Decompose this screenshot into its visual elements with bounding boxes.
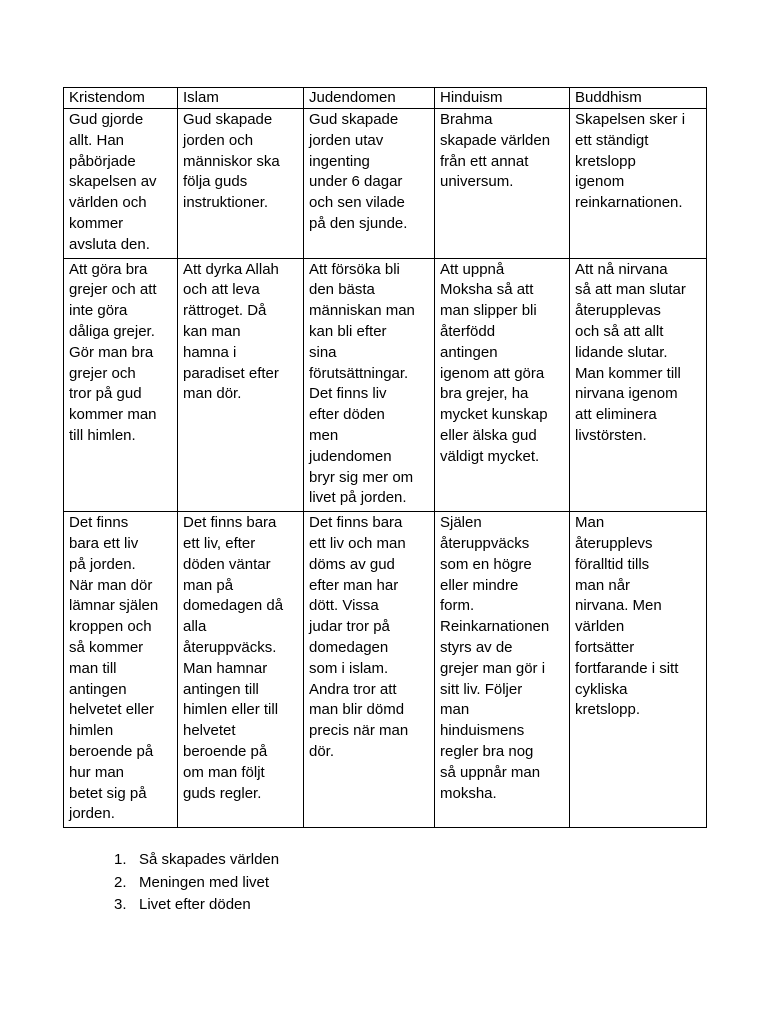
table-cell [435, 109, 570, 259]
list-number: 2. [114, 873, 127, 891]
list-label: Meningen med livet [139, 873, 270, 891]
cell-text: Att nå nirvana så att man slutar återupplevas och så att allt lidande slutar. Man kommer till nirvana igenom att eliminera livstörsten. [575, 260, 686, 444]
table-header-row [64, 88, 707, 109]
cell-text: Skapelsen sker i ett ständigt kretslopp igenom reinkarnationen. [575, 111, 686, 212]
cell-text: Man återupplevs föralltid tills man når nirvana. Men världen fortsätter fortfarande i sitt cykliska kretslopp. [575, 514, 679, 719]
table-cell [304, 109, 435, 259]
table-cell [178, 109, 304, 259]
table-cell [64, 109, 178, 259]
table-cell [570, 512, 707, 828]
list-item [114, 894, 279, 917]
table-cell [435, 512, 570, 828]
cell-text: Gud skapade jorden och människor ska följa guds instruktioner. [183, 111, 280, 212]
table-cell [178, 258, 304, 512]
table-cell [304, 512, 435, 828]
table-cell [570, 258, 707, 512]
list-item [114, 872, 279, 895]
cell-text: Att försöka bli den bästa människan man kan bli efter sina förutsättningar. Det finns liv efter döden men judendomen bryr sig mer om livet på jorden. [309, 260, 415, 507]
header-kristendom: Kristendom [64, 88, 178, 109]
list-label: Så skapades världen [139, 851, 280, 868]
cell-text: Gud gjorde allt. Han påbörjade skapelsen av världen och kommer avsluta den. [69, 111, 157, 253]
table-cell [570, 109, 707, 259]
cell-text: Det finns bara ett liv, efter döden väntar man på domedagen då alla återuppväcks. Man hamnar antingen till himlen eller till helvetet beroende på om man följt guds regler. [183, 514, 284, 802]
cell-text: Gud skapade jorden utav ingenting under 6 dagar och sen vilade på den sjunde. [309, 111, 408, 232]
table-cell [435, 258, 570, 512]
table-cell [304, 258, 435, 512]
header-judendomen: Judendomen [304, 88, 435, 109]
list-label: Livet efter döden [139, 896, 251, 913]
cell-text: Det finns bara ett liv på jorden. När man dör lämnar själen kroppen och så kommer man till antingen helvetet eller himlen beroende på hur man betet sig på jorden. [69, 514, 159, 823]
list-item [114, 849, 279, 872]
table-cell [178, 512, 304, 828]
list-number: 3. [114, 896, 127, 913]
cell-text: Brahma skapade världen från ett annat universum. [440, 111, 551, 191]
header-islam: Islam [178, 88, 304, 109]
table-row-meaning [64, 258, 707, 512]
list-number: 1. [114, 851, 127, 868]
table-cell [64, 512, 178, 828]
cell-text: Att dyrka Allah och att leva rättroget. Då kan man hamna i paradiset efter man dör. [183, 260, 279, 403]
religion-comparison-table [63, 87, 707, 828]
header-buddhism: Buddhism [570, 88, 707, 109]
header-hinduism: Hinduism [435, 88, 570, 109]
table-row-afterlife [64, 512, 707, 828]
topic-list [114, 849, 279, 917]
cell-text: Själen återuppväcks som en högre eller mindre form. Reinkarnationen styrs av de grejer man gör i sitt liv. Följer man hinduismens regler bra nog så uppnår man moksha. [440, 514, 550, 802]
cell-text: Att uppnå Moksha så att man slipper bli återfödd antingen igenom att göra bra grejer, ha mycket kunskap eller älska gud väldigt mycket. [440, 260, 548, 465]
cell-text: Det finns bara ett liv och man döms av gud efter man har dött. Vissa judar tror på domedagen som i islam. Andra tror att man blir dömd precis när man dör. [309, 514, 409, 760]
cell-text: Att göra bra grejer och att inte göra dåliga grejer. Gör man bra grejer och tror på gud kommer man till himlen. [69, 260, 157, 444]
table-cell [64, 258, 178, 512]
table-row-creation [64, 109, 707, 259]
